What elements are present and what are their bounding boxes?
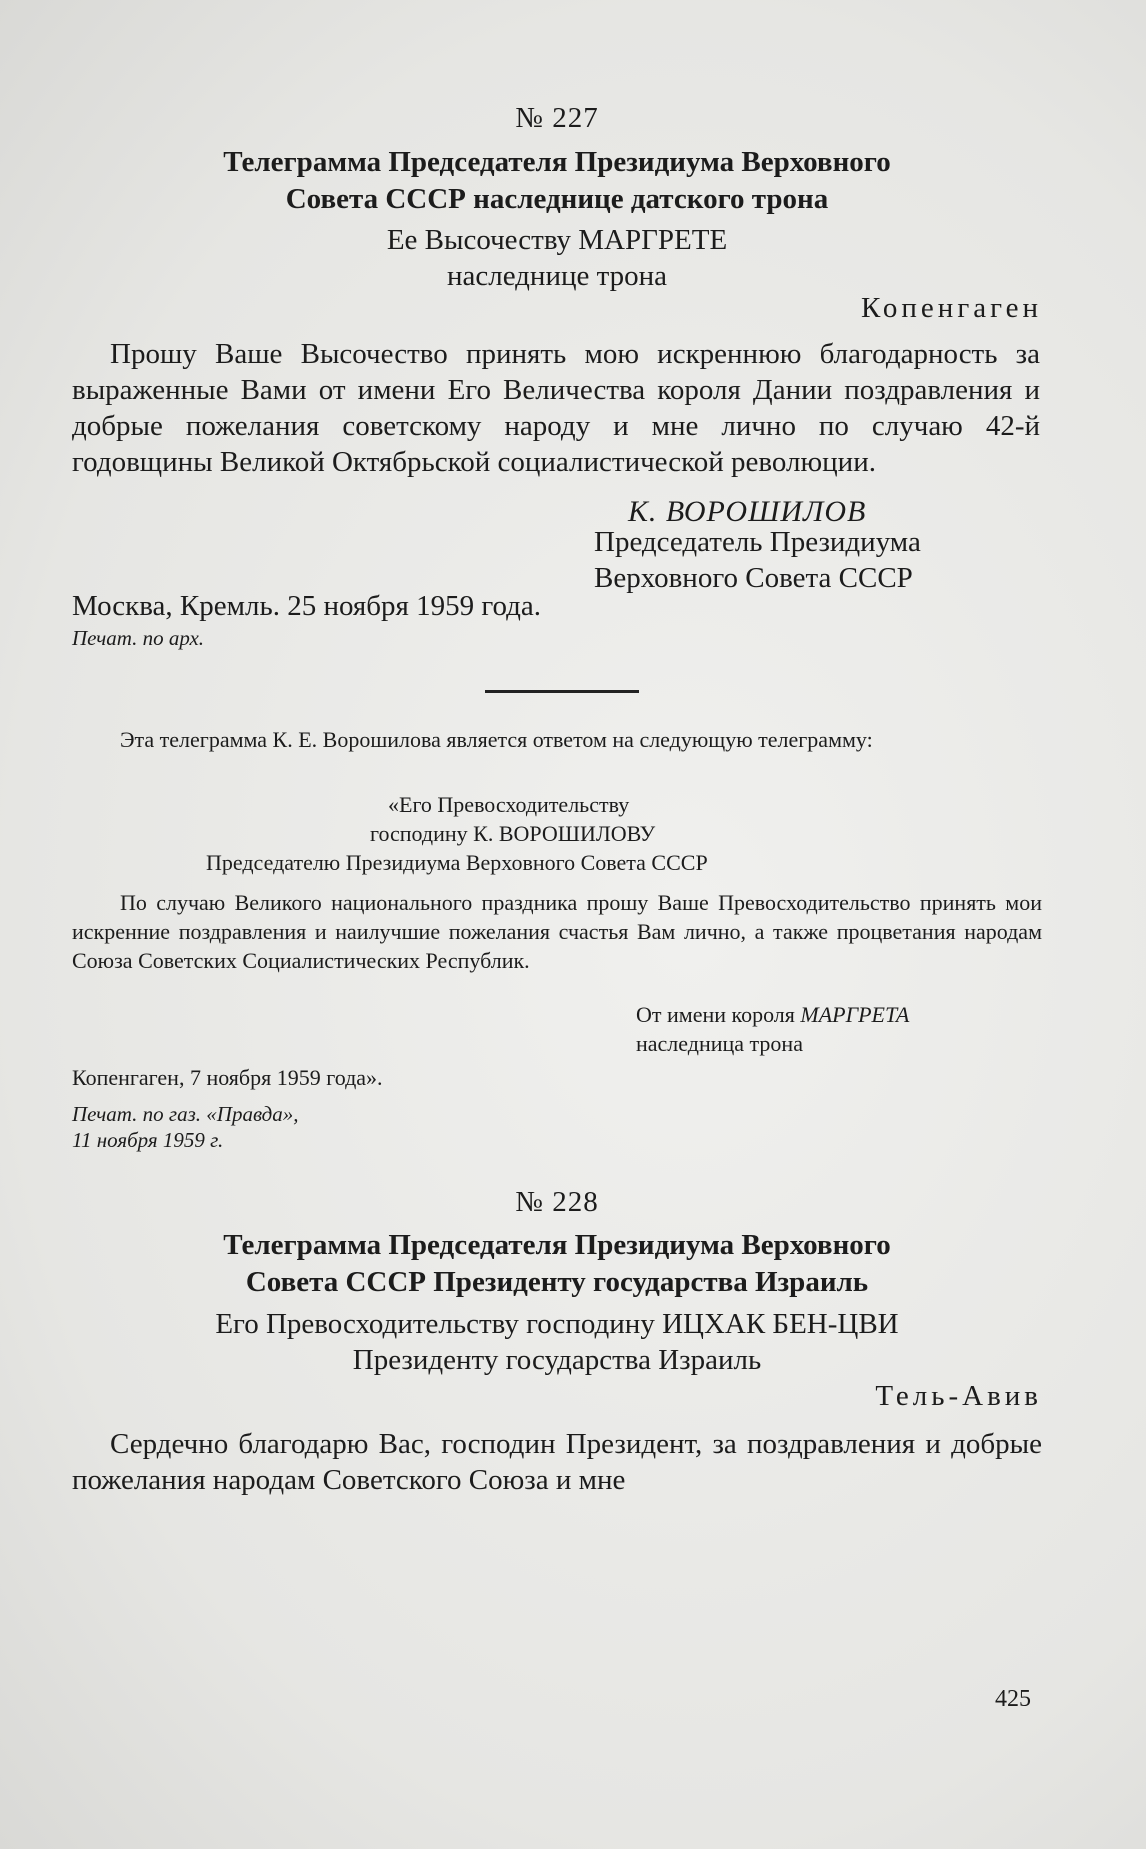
doc-title-228 [72,1227,1042,1301]
doc-title-line: Телеграмма Председателя Президиума Верховного [223,1229,891,1261]
reply-addressee-line: господину К. ВОРОШИЛОВУ [370,821,656,846]
signature-title-line: Верховного Совета СССР [594,562,913,594]
reply-source-line: 11 ноября 1959 г. [72,1128,224,1152]
body-228: Сердечно благодарю Вас, господин Президент, за поздравления и добрые пожелания народам Советского Союза и мне [72,1428,1042,1496]
addressee-line: Ее Высочеству МАРГРЕТЕ [386,224,728,256]
addressee-228 [72,1306,1042,1378]
reply-addressee [200,790,960,877]
reply-signature-title: наследница трона [636,1031,803,1056]
doc-number-228: № 228 [515,1186,599,1218]
reply-addressee-line: «Его Превосходительству [388,792,630,817]
reply-signature-name: МАРГРЕТА [800,1002,910,1027]
doc-number-227: № 227 [515,102,599,134]
city-228: Тель-Авив [875,1380,1042,1412]
addressee-line: Президенту государства Израиль [352,1344,762,1376]
signature-name: К. ВОРОШИЛОВ [628,495,867,528]
reply-intro: Эта телеграмма К. Е. Ворошилова является ответом на следующую телеграмму: [120,727,873,752]
signature-title-227 [594,524,1014,596]
city-227: Копенгаген [861,292,1042,324]
doc-title-227 [72,144,1042,218]
doc-title-line: Телеграмма Председателя Президиума Верховного [223,146,891,178]
body-227: Прошу Ваше Высочество принять мою искреннюю благодарность за выраженные Вами от имени Его Величества короля Дании поздравления и добрые пожелания советскому народу и мне лично по случаю 42-й годовщины Великой Октябрьской социалистической революции. [72,338,1040,478]
reply-signature-prefix: От имени короля [636,1002,795,1027]
section-divider [485,690,639,693]
doc-title-line: Совета СССР наследнице датского трона [285,183,829,215]
reply-source-line: Печат. по газ. «Правда», [72,1102,299,1126]
reply-place-date: Копенгаген, 7 ноября 1959 года». [72,1065,383,1090]
signature-title-line: Председатель Президиума [594,526,921,558]
reply-signature [636,1000,1036,1058]
reply-addressee-line: Председателю Президиума Верховного Совета СССР [206,850,708,875]
addressee-227 [72,222,1042,294]
page-number: 425 [995,1686,1031,1712]
place-date-227: Москва, Кремль. 25 ноября 1959 года. [72,590,542,622]
doc-title-line: Совета СССР Президенту государства Израиль [245,1266,869,1298]
reply-body: По случаю Великого национального праздника прошу Ваше Превосходительство принять мои искренние поздравления и наилучшие пожелания счастья Вам лично, а также процветания народам Союза Советских Социалистических Республик. [72,890,1042,973]
addressee-line: наследнице трона [446,260,668,292]
source-note-227: Печат. по арх. [72,626,205,650]
addressee-line: Его Превосходительству господину ИЦХАК БЕН-ЦВИ [215,1308,899,1340]
reply-source-note [72,1101,1042,1153]
